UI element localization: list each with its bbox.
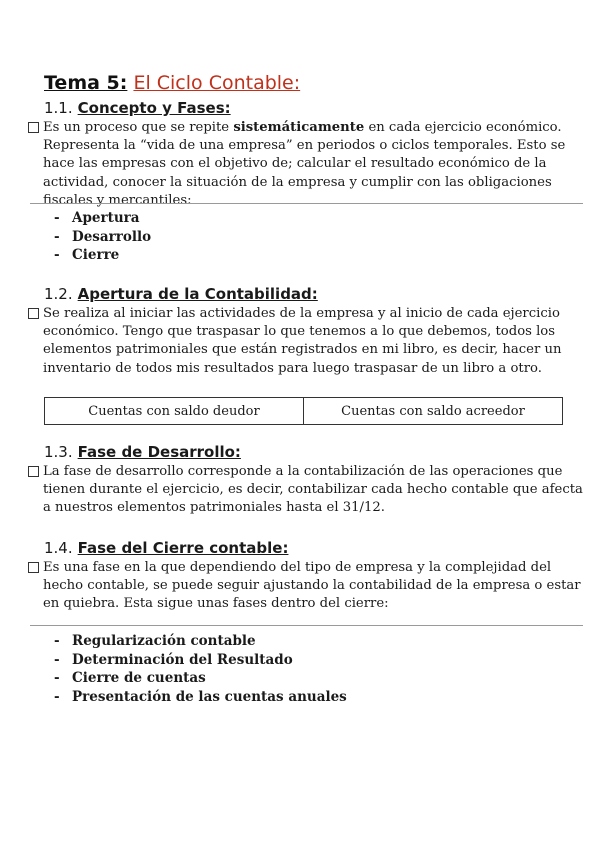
section-title: Concepto y Fases: xyxy=(77,99,231,117)
paragraph-text: Es un proceso que se repite xyxy=(43,120,234,135)
section-number: 1.1. xyxy=(44,99,73,117)
section-title: Fase de Desarrollo: xyxy=(77,443,241,461)
list-item: - Regularización contable xyxy=(54,633,256,649)
checkbox-icon xyxy=(28,308,39,319)
paragraph-bold-text: sistemáticamente xyxy=(233,120,365,135)
list-item: - Determinación del Resultado xyxy=(54,651,293,668)
section-3-heading xyxy=(44,443,241,461)
accounts-table xyxy=(44,397,563,425)
list-item: - Cierre xyxy=(54,247,120,263)
section-2-paragraph xyxy=(28,305,588,378)
paragraph-text: Se realiza al iniciar las actividades de la empresa y al inicio de cada ejercicio económico. Tengo que traspasar lo que tenemos a lo que debemos, todos los elementos patrimoniales que están registrados en mi libro, es decir, hacer un inventario de todos mis resultados para luego traspasar de un libro a otro. xyxy=(43,306,562,376)
section-title: Fase del Cierre contable: xyxy=(77,539,289,557)
table-cell-debit: Cuentas con saldo deudor xyxy=(45,398,304,425)
phases-list xyxy=(54,209,151,265)
section-1-heading xyxy=(44,99,231,117)
divider xyxy=(30,625,583,626)
section-number: 1.3. xyxy=(44,443,73,461)
list-item: - Desarrollo xyxy=(54,228,152,245)
list-item: - Presentación de las cuentas anuales xyxy=(54,688,347,705)
list-item: - Cierre de cuentas xyxy=(54,670,206,686)
title-name: El Ciclo Contable: xyxy=(133,72,301,94)
paragraph-text: Es una fase en la que dependiendo del tipo de empresa y la complejidad del hecho contable, se puede seguir ajustando la contabilidad de la empresa o estar en quiebra. Esta sigue unas fases dentro del cierre: xyxy=(43,560,581,612)
title-number: Tema 5: xyxy=(44,72,128,94)
paragraph-text: La fase de desarrollo corresponde a la contabilización de las operaciones que tienen durante el ejercicio, es decir, contabilizar cada hecho contable que afecta a nuestros elementos patrimoniales hasta el 31/12. xyxy=(43,464,583,516)
section-title: Apertura de la Contabilidad: xyxy=(77,285,318,303)
table-cell-credit: Cuentas con saldo acreedor xyxy=(304,398,563,425)
section-4-heading xyxy=(44,539,288,557)
list-item: - Apertura xyxy=(54,210,140,226)
table-row xyxy=(45,398,563,425)
section-1-paragraph xyxy=(28,119,588,210)
divider xyxy=(30,203,583,204)
page-title xyxy=(44,72,300,94)
section-2-heading xyxy=(44,285,318,303)
section-4-paragraph xyxy=(28,559,588,614)
section-number: 1.4. xyxy=(44,539,73,557)
checkbox-icon xyxy=(28,466,39,477)
checkbox-icon xyxy=(28,562,39,573)
checkbox-icon xyxy=(28,122,39,133)
closing-phases-list xyxy=(54,632,347,706)
paragraph-text: en cada ejercicio económico. Representa la “vida de una empresa” en periodos o ciclos temporales. Esto se hace las empresas con el objetivo de; calcular el resultado económico de la actividad, conocer la situación de la empresa y cumplir con las obligaciones fiscales y mercantiles: xyxy=(43,120,566,208)
section-3-paragraph xyxy=(28,463,588,518)
section-number: 1.2. xyxy=(44,285,73,303)
